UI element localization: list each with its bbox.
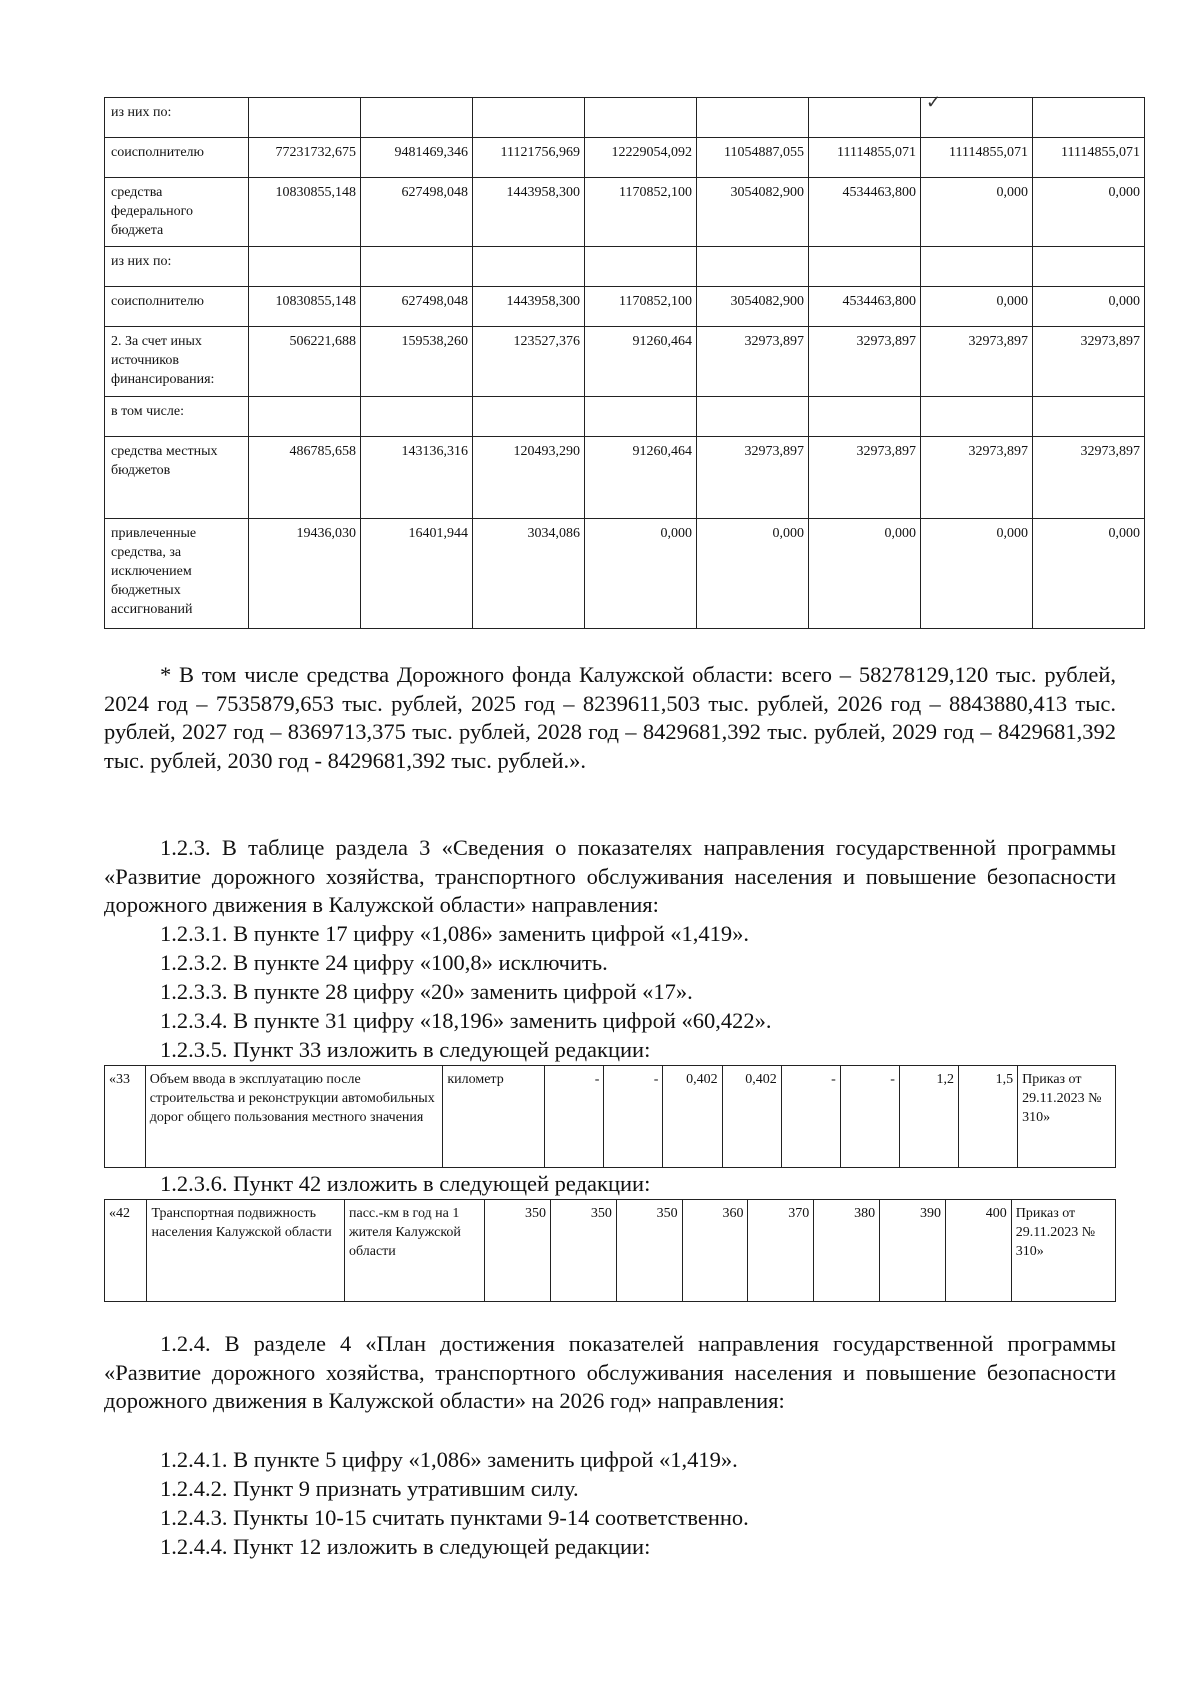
cell: 32973,897	[921, 327, 1033, 397]
cell: 159538,260	[361, 327, 473, 397]
cell: 32973,897	[1033, 437, 1145, 519]
cell	[249, 98, 361, 138]
item-1-2-3-4: 1.2.3.4. В пункте 31 цифру «18,196» заменить цифрой «60,422».	[160, 1008, 772, 1033]
cell	[249, 397, 361, 437]
cell: 9481469,346	[361, 138, 473, 178]
cell: 4534463,800	[809, 178, 921, 247]
indicator-table-33	[104, 1065, 1116, 1168]
cell	[809, 98, 921, 138]
cell: 1443958,300	[473, 287, 585, 327]
cell: 120493,290	[473, 437, 585, 519]
item-1-2-3-2: 1.2.3.2. В пункте 24 цифру «100,8» исключить.	[160, 950, 608, 975]
item-1-2-3-5: 1.2.3.5. Пункт 33 изложить в следующей редакции:	[160, 1037, 651, 1062]
table-row	[105, 327, 1145, 397]
cell: 32973,897	[921, 437, 1033, 519]
row-label: в том числе:	[105, 397, 249, 437]
cell	[921, 397, 1033, 437]
cell	[249, 247, 361, 287]
table-row	[105, 1066, 1116, 1168]
cell: 0,402	[722, 1066, 781, 1168]
cell	[473, 247, 585, 287]
item-1-2-4-1: 1.2.4.1. В пункте 5 цифру «1,086» заменить цифрой «1,419».	[160, 1447, 738, 1472]
cell	[361, 397, 473, 437]
cell: 11114855,071	[921, 138, 1033, 178]
cell: 350	[550, 1200, 616, 1302]
row-label: средства федерального бюджета	[105, 178, 249, 247]
cell: 91260,464	[585, 437, 697, 519]
table-row	[105, 247, 1145, 287]
cell: 11114855,071	[1033, 138, 1145, 178]
cell: 11114855,071	[809, 138, 921, 178]
table-row	[105, 397, 1145, 437]
cell	[809, 397, 921, 437]
table-row	[105, 138, 1145, 178]
cell: 10830855,148	[249, 287, 361, 327]
unit: пасс.-км в год на 1 жителя Калужской области	[344, 1200, 484, 1302]
cell	[921, 247, 1033, 287]
row-number: «42	[105, 1200, 147, 1302]
cell: 350	[485, 1200, 551, 1302]
cell	[1033, 247, 1145, 287]
unit: километр	[443, 1066, 545, 1168]
cell: 3034,086	[473, 519, 585, 629]
table-row	[105, 287, 1145, 327]
table-row	[105, 98, 1145, 138]
cell: 1443958,300	[473, 178, 585, 247]
row-label: привлеченные средства, за исключением бюджетных ассигнований	[105, 519, 249, 629]
cell: 91260,464	[585, 327, 697, 397]
cell	[473, 397, 585, 437]
cell	[473, 98, 585, 138]
row-label: соисполнителю	[105, 287, 249, 327]
cell	[697, 98, 809, 138]
cell: 32973,897	[1033, 327, 1145, 397]
cell: 0,000	[585, 519, 697, 629]
cell	[1033, 397, 1145, 437]
cell: 143136,316	[361, 437, 473, 519]
cell: -	[604, 1066, 663, 1168]
indicator-name: Транспортная подвижность населения Калужской области	[147, 1200, 345, 1302]
cell: 0,000	[921, 178, 1033, 247]
cell: 0,000	[1033, 178, 1145, 247]
cell: 627498,048	[361, 178, 473, 247]
cell: 32973,897	[697, 437, 809, 519]
cell: -	[781, 1066, 840, 1168]
indicator-name: Объем ввода в эксплуатацию после строительства и реконструкции автомобильных дорог общего пользования местного значения	[145, 1066, 443, 1168]
indicator-table-42	[104, 1199, 1116, 1302]
cell: 19436,030	[249, 519, 361, 629]
cell: 32973,897	[809, 437, 921, 519]
cell: 10830855,148	[249, 178, 361, 247]
cell: 0,000	[697, 519, 809, 629]
section-1-2-3-intro: 1.2.3. В таблице раздела 3 «Сведения о показателях направления государственной программы «Развитие дорожного хозяйства, транспортного обслуживания населения и повышение безопасности дорожного движения в Калужской области» направления:	[104, 835, 1116, 917]
cell	[585, 98, 697, 138]
cell: 506221,688	[249, 327, 361, 397]
cell: 32973,897	[697, 327, 809, 397]
table-row	[105, 178, 1145, 247]
cell: 3054082,900	[697, 287, 809, 327]
cell: 0,000	[921, 287, 1033, 327]
cell: 370	[748, 1200, 814, 1302]
cell: 486785,658	[249, 437, 361, 519]
cell: 627498,048	[361, 287, 473, 327]
table-row	[105, 1200, 1116, 1302]
cell: 350	[616, 1200, 682, 1302]
cell: -	[545, 1066, 604, 1168]
cell: 1,5	[959, 1066, 1018, 1168]
cell	[361, 247, 473, 287]
row-label: соисполнителю	[105, 138, 249, 178]
cell: 0,000	[921, 519, 1033, 629]
footnote: * В том числе средства Дорожного фонда Калужской области: всего – 58278129,120 тыс. рублей, 2024 год – 7535879,653 тыс. рублей, 2025 год – 8239611,503 тыс. рублей, 2026 год – 8843880,413 тыс. рублей, 2027 год – 8369713,375 тыс. рублей, 2028 год – 8429681,392 тыс. рублей, 2029 год – 8429681,392 тыс. рублей, 2030 год - 8429681,392 тыс. рублей.».	[104, 662, 1116, 773]
source-document: Приказ от 29.11.2023 № 310»	[1011, 1200, 1115, 1302]
cell	[1033, 98, 1145, 138]
cell: 0,000	[1033, 287, 1145, 327]
cell: 16401,944	[361, 519, 473, 629]
cell: 360	[682, 1200, 748, 1302]
cell: 11121756,969	[473, 138, 585, 178]
cell: 11054887,055	[697, 138, 809, 178]
item-1-2-3-1: 1.2.3.1. В пункте 17 цифру «1,086» заменить цифрой «1,419».	[160, 921, 750, 946]
cell: 123527,376	[473, 327, 585, 397]
cell: 400	[945, 1200, 1011, 1302]
cell: 1,2	[899, 1066, 958, 1168]
cell: 0,000	[809, 519, 921, 629]
cell: 12229054,092	[585, 138, 697, 178]
pen-mark-icon: ✓	[926, 92, 942, 112]
financing-table	[104, 97, 1145, 629]
section-1-2-4-intro: 1.2.4. В разделе 4 «План достижения показателей направления государственной программы «Развитие дорожного хозяйства, транспортного обслуживания населения и повышение безопасности дорожного движения в Калужской области» на 2026 год» направления:	[104, 1331, 1116, 1413]
cell: 1170852,100	[585, 287, 697, 327]
cell: 77231732,675	[249, 138, 361, 178]
item-1-2-3-6: 1.2.3.6. Пункт 42 изложить в следующей редакции:	[160, 1171, 651, 1196]
cell: 0,000	[1033, 519, 1145, 629]
cell: 1170852,100	[585, 178, 697, 247]
cell	[585, 247, 697, 287]
cell: 380	[814, 1200, 880, 1302]
cell: -	[840, 1066, 899, 1168]
item-1-2-3-3: 1.2.3.3. В пункте 28 цифру «20» заменить цифрой «17».	[160, 979, 693, 1004]
cell	[361, 98, 473, 138]
cell	[697, 397, 809, 437]
row-number: «33	[105, 1066, 146, 1168]
source-document: Приказ от 29.11.2023 № 310»	[1018, 1066, 1116, 1168]
cell	[809, 247, 921, 287]
cell: 4534463,800	[809, 287, 921, 327]
cell	[697, 247, 809, 287]
cell	[921, 98, 1033, 138]
item-1-2-4-4: 1.2.4.4. Пункт 12 изложить в следующей редакции:	[160, 1534, 651, 1559]
cell: 3054082,900	[697, 178, 809, 247]
item-1-2-4-3: 1.2.4.3. Пункты 10-15 считать пунктами 9-14 соответственно.	[160, 1505, 749, 1530]
row-label: 2. За счет иных источников финансирования:	[105, 327, 249, 397]
cell: 390	[880, 1200, 946, 1302]
row-label: средства местных бюджетов	[105, 437, 249, 519]
table-row	[105, 437, 1145, 519]
row-label: из них по:	[105, 98, 249, 138]
cell	[585, 397, 697, 437]
table-row	[105, 519, 1145, 629]
cell: 32973,897	[809, 327, 921, 397]
row-label: из них по:	[105, 247, 249, 287]
item-1-2-4-2: 1.2.4.2. Пункт 9 признать утратившим силу.	[160, 1476, 579, 1501]
cell: 0,402	[663, 1066, 722, 1168]
